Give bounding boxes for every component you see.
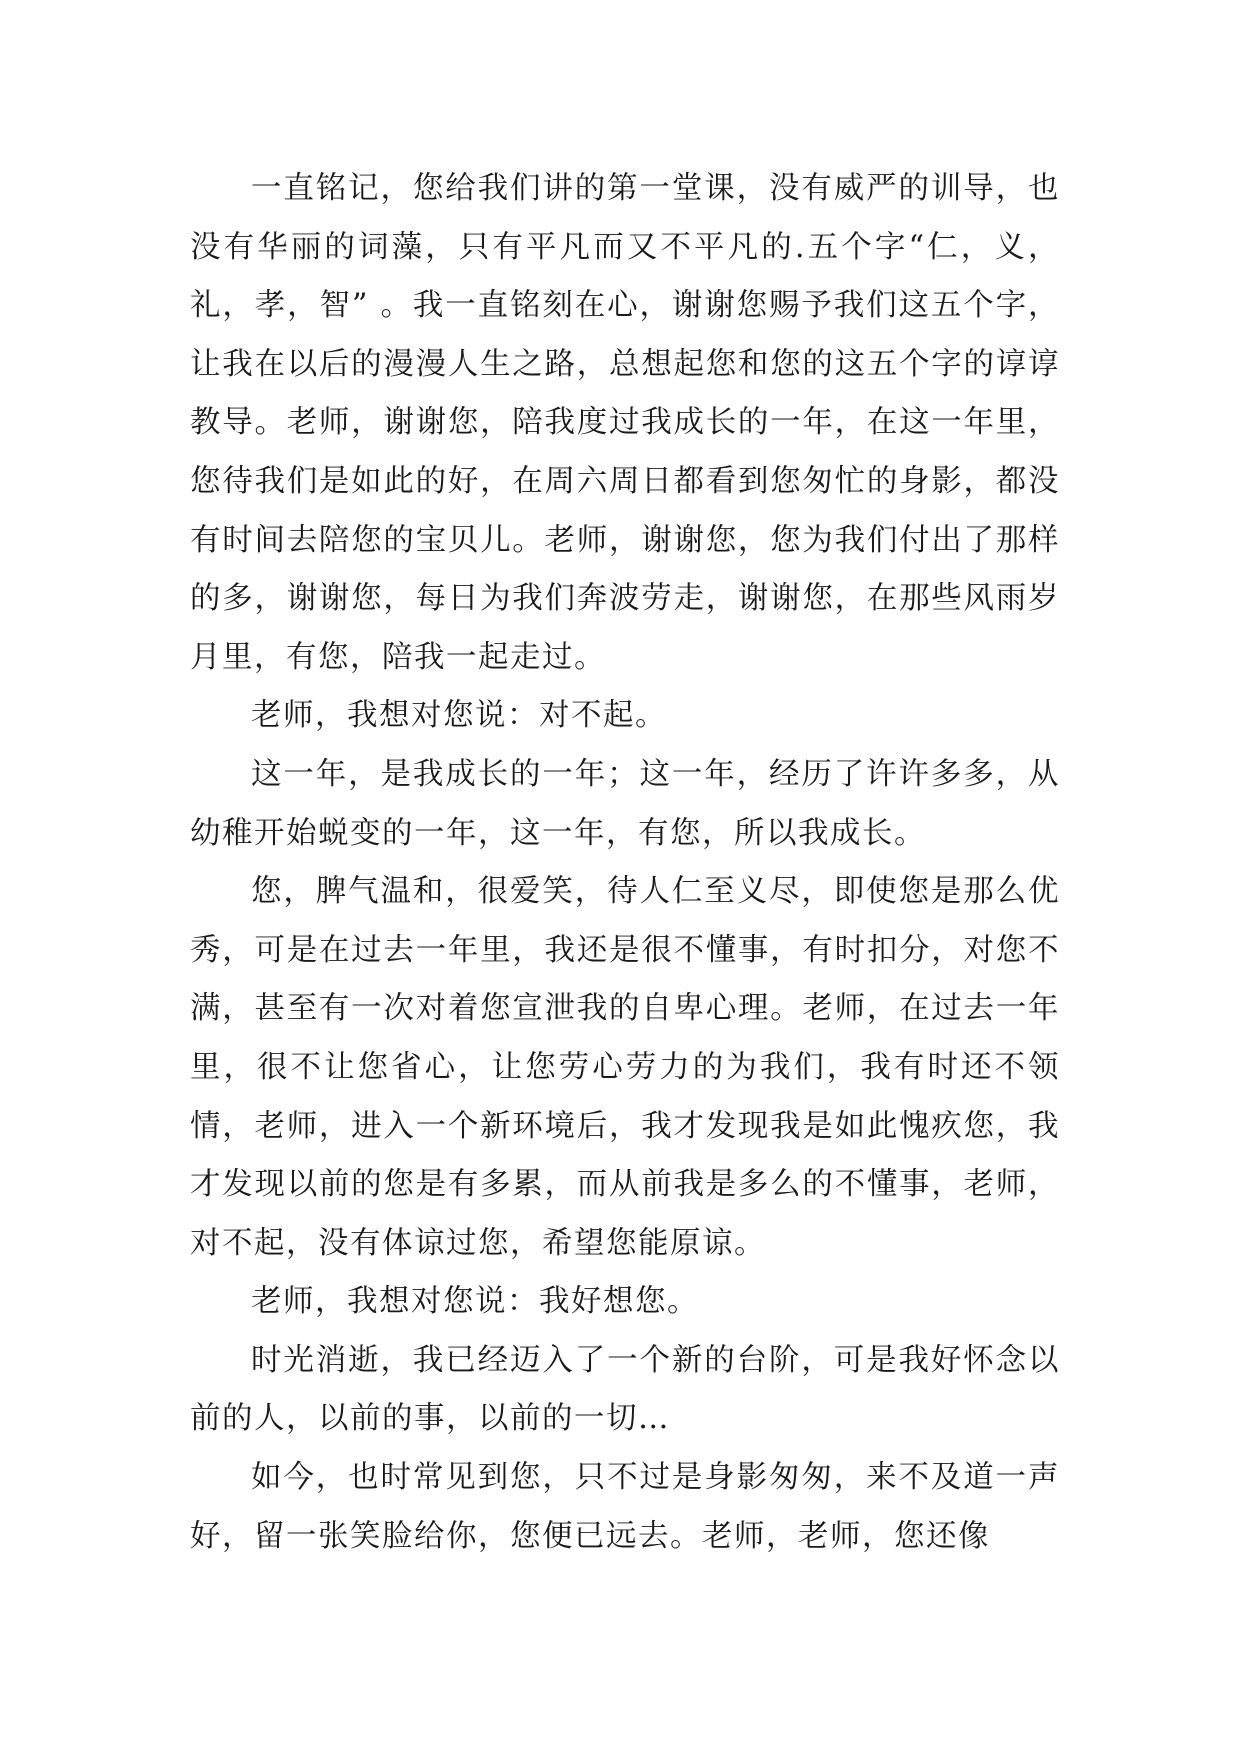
paragraph-4: 您，脾气温和，很爱笑，待人仁至义尽，即使您是那么优秀，可是在过去一年里，我还是很不懂事，有时扣分，对您不满，甚至有一次对着您宣泄我的自卑心理。老师，在过去一年里，很不让您省心，让您劳心劳力的为我们，我有时还不领情，老师，进入一个新环境后，我才发现我是如此愧疚您，我才发现以前的您是有多累，而从前我是多么的不懂事，老师，对不起，没有体谅过您，希望您能原谅。 (190, 874, 1060, 1261)
paragraph-5: 老师，我想对您说：我好想您。 (251, 1284, 699, 1320)
paragraph-7: 如今，也时常见到您，只不过是身影匆匆，来不及道一声好，留一张笑脸给你，您便已远去。老师，老师，您还像 (190, 1460, 1060, 1554)
paragraph-3: 这一年，是我成长的一年；这一年，经历了许许多多，从幼稚开始蜕变的一年，这一年，有您，所以我成长。 (190, 756, 1060, 851)
paragraph-6: 时光消逝，我已经迈入了一个新的台阶，可是我好怀念以前的人，以前的事，以前的一切… (190, 1342, 1060, 1437)
paragraph-2: 老师，我想对您说：对不起。 (251, 698, 667, 734)
document-body (190, 160, 1060, 1566)
paragraph-1: 一直铭记，您给我们讲的第一堂课，没有威严的训导，也没有华丽的词藻，只有平凡而又不平凡的.五个字“仁，义，礼，孝，智” 。我一直铭刻在心，谢谢您赐予我们这五个字，让我在以后的漫漫人生之路，总想起您和您的这五个字的谆谆教导。老师，谢谢您，陪我度过我成长的一年，在这一年里，您待我们是如此的好，在周六周日都看到您匆忙的身影，都没有时间去陪您的宝贝儿。老师，谢谢您，您为我们付出了那样的多，谢谢您，每日为我们奔波劳走，谢谢您，在那些风雨岁月里，有您，陪我一起走过。 (190, 171, 1060, 675)
